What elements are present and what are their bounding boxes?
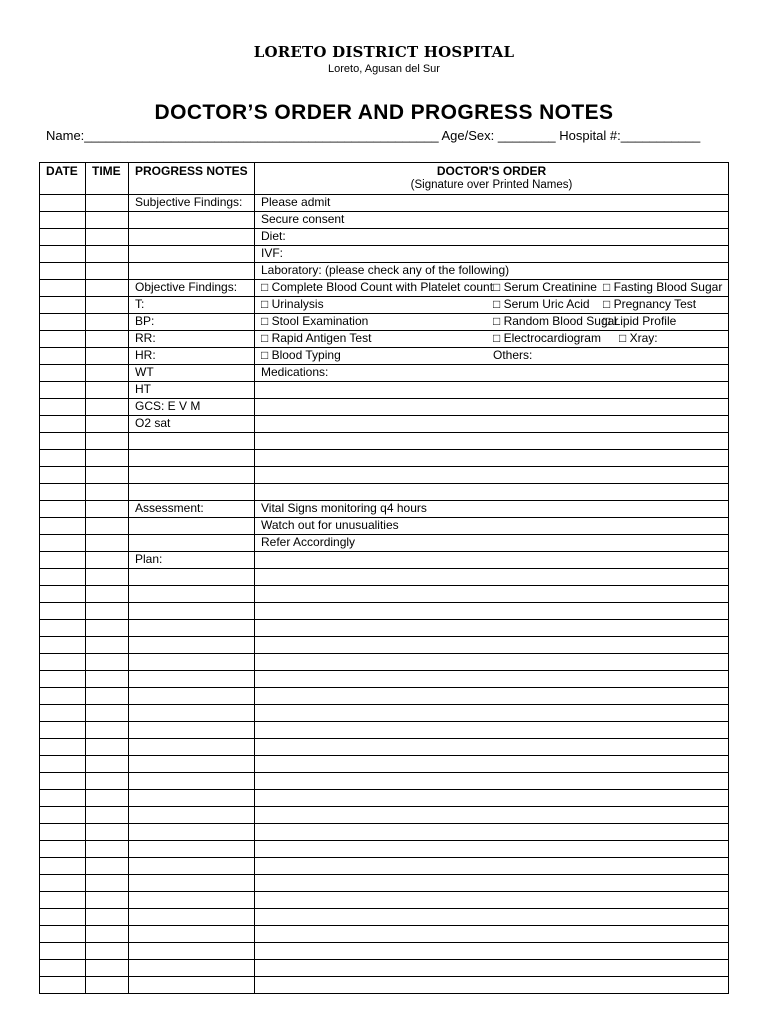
lab-checkbox-option[interactable]: □ Blood Typing: [261, 348, 341, 362]
date-cell[interactable]: [40, 858, 86, 875]
date-cell[interactable]: [40, 314, 86, 331]
time-cell[interactable]: [86, 263, 129, 280]
date-cell[interactable]: [40, 620, 86, 637]
progress-notes-cell[interactable]: Subjective Findings:: [129, 195, 255, 212]
date-cell[interactable]: [40, 382, 86, 399]
doctors-order-cell[interactable]: [255, 824, 729, 841]
table-row: [40, 280, 729, 297]
doctors-order-cell[interactable]: Watch out for unusualities: [255, 518, 729, 535]
time-cell[interactable]: [86, 314, 129, 331]
date-cell[interactable]: [40, 705, 86, 722]
time-cell[interactable]: [86, 705, 129, 722]
doctors-order-cell[interactable]: [255, 943, 729, 960]
table-row: [40, 450, 729, 467]
table-row: [40, 263, 729, 280]
progress-notes-cell[interactable]: [129, 892, 255, 909]
lab-checkbox-option[interactable]: □ Stool Examination: [261, 314, 369, 328]
table-row: [40, 739, 729, 756]
laboratory-options: [261, 297, 728, 311]
others-label: Others:: [493, 348, 533, 362]
date-cell[interactable]: [40, 909, 86, 926]
table-row: [40, 195, 729, 212]
progress-notes-cell[interactable]: [129, 518, 255, 535]
date-cell[interactable]: [40, 654, 86, 671]
doctors-order-cell[interactable]: [255, 552, 729, 569]
doctors-order-cell[interactable]: Please admit: [255, 195, 729, 212]
doctors-order-cell[interactable]: [255, 926, 729, 943]
time-cell[interactable]: [86, 926, 129, 943]
doctors-order-cell[interactable]: [255, 416, 729, 433]
lab-checkbox-option[interactable]: □ Serum Uric Acid: [493, 297, 590, 311]
date-cell[interactable]: [40, 552, 86, 569]
table-row: [40, 569, 729, 586]
table-row: [40, 756, 729, 773]
time-cell[interactable]: [86, 569, 129, 586]
table-row: [40, 943, 729, 960]
doctors-order-cell[interactable]: [255, 688, 729, 705]
progress-notes-cell[interactable]: [129, 739, 255, 756]
date-cell[interactable]: [40, 246, 86, 263]
progress-notes-cell[interactable]: [129, 756, 255, 773]
date-cell[interactable]: [40, 280, 86, 297]
time-cell[interactable]: [86, 348, 129, 365]
time-cell[interactable]: [86, 722, 129, 739]
table-row: [40, 518, 729, 535]
doctors-order-cell[interactable]: Refer Accordingly: [255, 535, 729, 552]
laboratory-options: [261, 331, 728, 345]
progress-notes-cell[interactable]: [129, 212, 255, 229]
time-cell[interactable]: [86, 416, 129, 433]
doctors-order-cell[interactable]: [255, 433, 729, 450]
progress-notes-cell[interactable]: [129, 484, 255, 501]
table-row: [40, 705, 729, 722]
progress-notes-cell[interactable]: [129, 824, 255, 841]
table-row: [40, 960, 729, 977]
doctors-order-cell[interactable]: [255, 314, 729, 331]
table-row: [40, 467, 729, 484]
table-row: [40, 722, 729, 739]
time-cell[interactable]: [86, 603, 129, 620]
doctors-order-cell[interactable]: [255, 603, 729, 620]
progress-notes-cell[interactable]: [129, 841, 255, 858]
table-row: [40, 841, 729, 858]
page-title: DOCTOR’S ORDER AND PROGRESS NOTES: [154, 101, 614, 124]
progress-notes-cell[interactable]: WT: [129, 365, 255, 382]
lab-checkbox-option[interactable]: □ Complete Blood Count with Platelet count: [261, 280, 494, 294]
laboratory-options: [261, 280, 728, 294]
laboratory-options: [261, 348, 728, 362]
doctors-order-cell[interactable]: Diet:: [255, 229, 729, 246]
date-cell[interactable]: [40, 960, 86, 977]
date-cell[interactable]: [40, 365, 86, 382]
progress-notes-cell[interactable]: HT: [129, 382, 255, 399]
progress-notes-cell[interactable]: [129, 960, 255, 977]
table-row: [40, 314, 729, 331]
progress-notes-cell[interactable]: [129, 654, 255, 671]
doctors-order-cell[interactable]: [255, 586, 729, 603]
progress-notes-cell[interactable]: [129, 790, 255, 807]
doctors-order-heading: DOCTOR'S ORDER: [436, 164, 547, 178]
progress-notes-cell[interactable]: GCS: E V M: [129, 399, 255, 416]
date-cell[interactable]: [40, 943, 86, 960]
date-cell[interactable]: [40, 467, 86, 484]
time-cell[interactable]: [86, 535, 129, 552]
table-row: [40, 909, 729, 926]
date-cell[interactable]: [40, 892, 86, 909]
date-cell[interactable]: [40, 416, 86, 433]
time-cell[interactable]: [86, 382, 129, 399]
doctors-order-cell[interactable]: [255, 450, 729, 467]
progress-notes-cell[interactable]: RR:: [129, 331, 255, 348]
progress-notes-cell[interactable]: [129, 926, 255, 943]
table-row: [40, 212, 729, 229]
date-cell[interactable]: [40, 671, 86, 688]
date-cell[interactable]: [40, 535, 86, 552]
table-row: [40, 586, 729, 603]
lab-checkbox-option[interactable]: □ Serum Creatinine: [493, 280, 597, 294]
table-row: [40, 637, 729, 654]
table-row: [40, 552, 729, 569]
doctors-order-cell[interactable]: [255, 909, 729, 926]
doctors-order-cell[interactable]: [255, 484, 729, 501]
progress-notes-cell[interactable]: Objective Findings:: [129, 280, 255, 297]
doctors-order-cell[interactable]: [255, 654, 729, 671]
time-cell[interactable]: [86, 977, 129, 994]
date-cell[interactable]: [40, 212, 86, 229]
progress-notes-cell[interactable]: [129, 603, 255, 620]
date-cell[interactable]: [40, 569, 86, 586]
doctors-order-cell[interactable]: [255, 977, 729, 994]
lab-checkbox-option[interactable]: □ Xray:: [619, 331, 658, 345]
doctors-order-cell[interactable]: [255, 841, 729, 858]
time-cell[interactable]: [86, 841, 129, 858]
time-cell[interactable]: [86, 875, 129, 892]
doctors-order-cell[interactable]: Secure consent: [255, 212, 729, 229]
time-cell[interactable]: [86, 892, 129, 909]
table-row: [40, 654, 729, 671]
time-cell[interactable]: [86, 229, 129, 246]
table-row: [40, 926, 729, 943]
lab-checkbox-option[interactable]: □ Lipid Profile: [603, 314, 677, 328]
time-cell[interactable]: [86, 297, 129, 314]
doctors-order-cell[interactable]: [255, 892, 729, 909]
date-cell[interactable]: [40, 501, 86, 518]
date-cell[interactable]: [40, 450, 86, 467]
table-row: [40, 824, 729, 841]
table-row: [40, 229, 729, 246]
time-cell[interactable]: [86, 280, 129, 297]
date-cell[interactable]: [40, 399, 86, 416]
doctors-order-cell[interactable]: [255, 382, 729, 399]
progress-notes-cell[interactable]: [129, 467, 255, 484]
hospital-address: Loreto, Agusan del Sur: [328, 63, 440, 75]
table-row: [40, 382, 729, 399]
table-row: [40, 807, 729, 824]
doctors-order-cell[interactable]: [255, 705, 729, 722]
date-cell[interactable]: [40, 229, 86, 246]
date-cell[interactable]: [40, 807, 86, 824]
progress-notes-cell[interactable]: [129, 773, 255, 790]
doctors-order-cell[interactable]: [255, 467, 729, 484]
date-cell[interactable]: [40, 195, 86, 212]
date-cell[interactable]: [40, 977, 86, 994]
date-cell[interactable]: [40, 433, 86, 450]
lab-checkbox-option[interactable]: □ Urinalysis: [261, 297, 324, 311]
table-row: [40, 365, 729, 382]
table-row: [40, 399, 729, 416]
progress-notes-cell[interactable]: HR:: [129, 348, 255, 365]
date-cell[interactable]: [40, 824, 86, 841]
lab-checkbox-option[interactable]: □ Fasting Blood Sugar: [603, 280, 723, 294]
time-cell[interactable]: [86, 195, 129, 212]
lab-checkbox-option[interactable]: □ Electrocardiogram: [493, 331, 601, 345]
doctors-order-cell[interactable]: [255, 280, 729, 297]
date-cell[interactable]: [40, 739, 86, 756]
time-cell[interactable]: [86, 399, 129, 416]
date-cell[interactable]: [40, 586, 86, 603]
date-cell[interactable]: [40, 773, 86, 790]
time-cell[interactable]: [86, 552, 129, 569]
time-cell[interactable]: [86, 960, 129, 977]
table-row: [40, 348, 729, 365]
table-row: [40, 977, 729, 994]
date-cell[interactable]: [40, 518, 86, 535]
doctors-order-cell[interactable]: [255, 756, 729, 773]
table-row: [40, 671, 729, 688]
progress-notes-cell[interactable]: [129, 586, 255, 603]
progress-notes-cell[interactable]: [129, 705, 255, 722]
date-cell[interactable]: [40, 722, 86, 739]
time-cell[interactable]: [86, 739, 129, 756]
date-cell[interactable]: [40, 348, 86, 365]
table-row: [40, 688, 729, 705]
time-cell[interactable]: [86, 501, 129, 518]
doctors-order-cell[interactable]: Vital Signs monitoring q4 hours: [255, 501, 729, 518]
doctors-order-cell[interactable]: [255, 671, 729, 688]
progress-notes-cell[interactable]: [129, 977, 255, 994]
progress-notes-cell[interactable]: [129, 433, 255, 450]
time-cell[interactable]: [86, 484, 129, 501]
doctors-order-cell[interactable]: [255, 875, 729, 892]
progress-notes-cell[interactable]: [129, 569, 255, 586]
table-row: [40, 416, 729, 433]
date-cell[interactable]: [40, 926, 86, 943]
patient-info-line[interactable]: Name:_________________________________________________ Age/Sex: ________ Hospital #:___________: [46, 128, 701, 143]
time-cell[interactable]: [86, 654, 129, 671]
date-cell[interactable]: [40, 484, 86, 501]
table-row: [40, 773, 729, 790]
date-cell[interactable]: [40, 790, 86, 807]
table-row: [40, 297, 729, 314]
column-header-time: TIME: [86, 163, 129, 195]
time-cell[interactable]: [86, 790, 129, 807]
time-cell[interactable]: [86, 756, 129, 773]
doctors-order-cell[interactable]: [255, 773, 729, 790]
table-row: [40, 501, 729, 518]
time-cell[interactable]: [86, 331, 129, 348]
time-cell[interactable]: [86, 773, 129, 790]
progress-notes-cell[interactable]: [129, 620, 255, 637]
signature-instruction: (Signature over Printed Names): [410, 179, 573, 191]
doctors-order-cell[interactable]: [255, 569, 729, 586]
progress-notes-cell[interactable]: [129, 637, 255, 654]
doctors-order-cell[interactable]: [255, 399, 729, 416]
progress-notes-cell[interactable]: [129, 858, 255, 875]
time-cell[interactable]: [86, 586, 129, 603]
progress-notes-cell[interactable]: [129, 875, 255, 892]
time-cell[interactable]: [86, 365, 129, 382]
table-row: [40, 858, 729, 875]
orders-table: [39, 162, 729, 994]
table-row: [40, 875, 729, 892]
date-cell[interactable]: [40, 688, 86, 705]
column-header-doctors-order: [255, 163, 729, 195]
time-cell[interactable]: [86, 212, 129, 229]
progress-notes-cell[interactable]: [129, 688, 255, 705]
time-cell[interactable]: [86, 246, 129, 263]
progress-notes-cell[interactable]: [129, 450, 255, 467]
progress-notes-cell[interactable]: [129, 722, 255, 739]
table-row: [40, 892, 729, 909]
doctors-order-cell[interactable]: [255, 858, 729, 875]
date-cell[interactable]: [40, 637, 86, 654]
doctors-order-cell[interactable]: [255, 807, 729, 824]
lab-checkbox-option[interactable]: □ Rapid Antigen Test: [261, 331, 372, 345]
date-cell[interactable]: [40, 756, 86, 773]
column-header-progress-notes: PROGRESS NOTES: [129, 163, 255, 195]
progress-notes-cell[interactable]: [129, 535, 255, 552]
progress-notes-cell[interactable]: T:: [129, 297, 255, 314]
date-cell[interactable]: [40, 841, 86, 858]
doctors-order-cell[interactable]: [255, 620, 729, 637]
date-cell[interactable]: [40, 603, 86, 620]
date-cell[interactable]: [40, 263, 86, 280]
time-cell[interactable]: [86, 637, 129, 654]
doctors-order-cell[interactable]: [255, 739, 729, 756]
doctors-order-cell[interactable]: Laboratory: (please check any of the following): [255, 263, 729, 280]
hospital-name: LORETO DISTRICT HOSPITAL: [253, 43, 515, 61]
doctors-order-cell[interactable]: [255, 348, 729, 365]
table-row: [40, 790, 729, 807]
progress-notes-cell[interactable]: BP:: [129, 314, 255, 331]
doctors-order-cell[interactable]: IVF:: [255, 246, 729, 263]
table-row: [40, 246, 729, 263]
progress-notes-cell[interactable]: [129, 229, 255, 246]
doctors-order-cell[interactable]: [255, 960, 729, 977]
table-header-row: [40, 163, 729, 195]
column-header-date: DATE: [40, 163, 86, 195]
table-row: [40, 603, 729, 620]
doctors-order-cell[interactable]: [255, 722, 729, 739]
doctors-order-cell[interactable]: Medications:: [255, 365, 729, 382]
doctors-order-cell[interactable]: [255, 297, 729, 314]
time-cell[interactable]: [86, 909, 129, 926]
progress-notes-cell[interactable]: Plan:: [129, 552, 255, 569]
time-cell[interactable]: [86, 467, 129, 484]
time-cell[interactable]: [86, 518, 129, 535]
progress-notes-cell[interactable]: [129, 943, 255, 960]
table-row: [40, 433, 729, 450]
lab-checkbox-option[interactable]: □ Random Blood Sugar: [493, 314, 619, 328]
progress-notes-cell[interactable]: [129, 807, 255, 824]
time-cell[interactable]: [86, 620, 129, 637]
time-cell[interactable]: [86, 807, 129, 824]
date-cell[interactable]: [40, 331, 86, 348]
doctors-order-cell[interactable]: [255, 790, 729, 807]
time-cell[interactable]: [86, 433, 129, 450]
time-cell[interactable]: [86, 943, 129, 960]
doctors-order-cell[interactable]: [255, 637, 729, 654]
time-cell[interactable]: [86, 671, 129, 688]
time-cell[interactable]: [86, 688, 129, 705]
progress-notes-cell[interactable]: Assessment:: [129, 501, 255, 518]
table-body: [40, 195, 729, 994]
progress-notes-cell[interactable]: [129, 671, 255, 688]
time-cell[interactable]: [86, 858, 129, 875]
date-cell[interactable]: [40, 875, 86, 892]
progress-notes-cell[interactable]: [129, 909, 255, 926]
progress-notes-cell[interactable]: [129, 246, 255, 263]
progress-notes-cell[interactable]: O2 sat: [129, 416, 255, 433]
lab-checkbox-option[interactable]: □ Pregnancy Test: [603, 297, 697, 311]
time-cell[interactable]: [86, 824, 129, 841]
table-row: [40, 535, 729, 552]
date-cell[interactable]: [40, 297, 86, 314]
table-row: [40, 484, 729, 501]
progress-notes-cell[interactable]: [129, 263, 255, 280]
table-row: [40, 331, 729, 348]
laboratory-options: [261, 314, 728, 328]
time-cell[interactable]: [86, 450, 129, 467]
doctors-order-cell[interactable]: [255, 331, 729, 348]
table-row: [40, 620, 729, 637]
